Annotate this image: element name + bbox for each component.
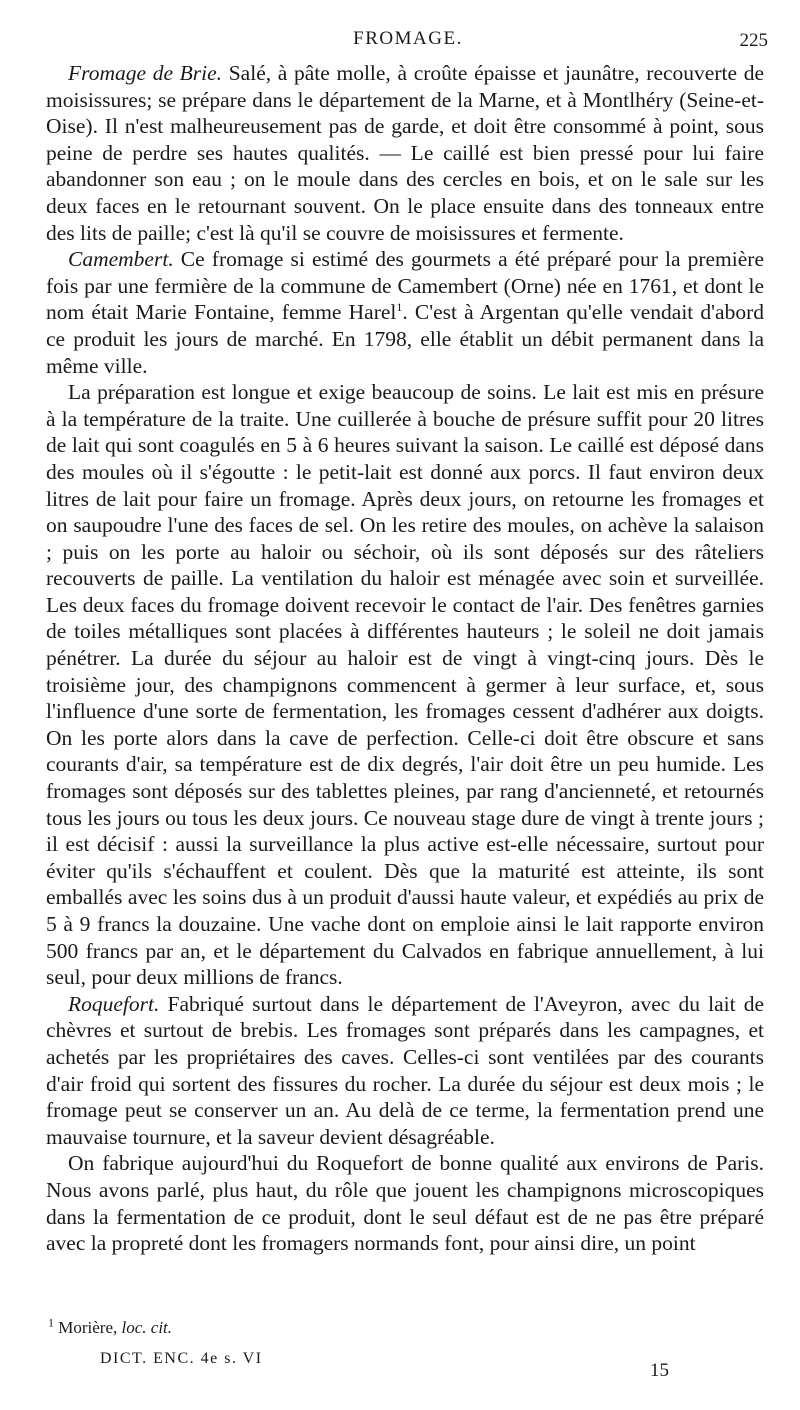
body-text [46,60,764,1257]
footnote [48,1315,648,1338]
paragraph-paris [46,1150,764,1256]
paragraph-lead: Camembert. [68,247,174,272]
running-title: FROMAGE. [353,28,463,49]
paragraph-text-continued: . C'est à Argentan qu'elle vendait d'abord ce produit les jours de marché. En 1798, elle établit un débit permanent dans la même ville. [46,300,765,378]
paragraph-roquefort [46,991,764,1151]
page-header [48,28,768,52]
paragraph-brie [46,60,764,246]
paragraph-camembert [46,246,764,379]
paragraph-text: Ce fromage si estimé des gourmets a été préparé pour la première fois par une fermière de la commune de Camembert (Orne) née en 1761, et dont le nom était Marie Fontaine, femme Harel [46,247,764,325]
printer-signature: DICT. ENC. 4e s. VI [100,1350,263,1367]
sheet-number: 15 [650,1360,669,1381]
paragraph-lead: Fromage de Brie. [68,61,223,85]
footnote-author: Morière, [58,1318,118,1337]
page-number: 225 [739,30,768,51]
footnote-citation: loc. cit. [121,1318,173,1337]
paragraph-text: Salé, à pâte molle, à croûte épaisse et jaunâtre, recouverte de moisissures; se prépare dans le département de la Marne, et à Montlhéry (Seine-et-Oise). Il n'est malheureusement pas de garde, et doit être consommé à point, sous peine de perdre ses hautes qualités. — Le caillé est bien pressé pour lui faire abandonner son eau ; on le moule dans des cercles en bois, et on le sale sur les deux faces en le retournant souvent. On le place ensuite dans des tonneaux entre des lits de paille; c'est là qu'il se couvre de moisissures et fermente. [46,61,764,245]
paragraph-text: Fabriqué surtout dans le département de l'Aveyron, avec du lait de chèvres et surtout de brebis. Les fromages sont préparés dans les campagnes, et achetés par les propriétaires des caves. Celles-ci sont ventilées par des courants d'air froid qui sortent des fissures du rocher. La durée du séjour est deux mois ; le fromage peut se conserver un an. Au delà de ce terme, la fermentation prend une mauvaise tournure, et la saveur devient désagréable. [46,991,764,1149]
footnote-marker: 1 [48,1315,54,1330]
paragraph-preparation [46,379,764,991]
paragraph-text: La préparation est longue et exige beaucoup de soins. Le lait est mis en présure à la température de la traite. Une cuillerée à bouche de présure suffit pour 20 litres de lait qui sont coagulés en 5 à 6 heures suivant la saison. Le caillé est déposé dans des moules où il s'égoutte : le petit-lait est donné aux porcs. Il faut environ deux litres de lait pour faire un fromage. Après deux jours, on retourne les fromages et on saupoudre l'une des faces de sel. On les retire des moules, on achève la salaison ; puis on les porte au haloir ou séchoir, où ils sont déposés sur des râteliers recouverts de paille. La ventilation du haloir est ménagée avec soin et surveillée. Les deux faces du fromage doivent recevoir le contact de l'air. Des fenêtres garnies de toiles métalliques sont placées à différentes hauteurs ; le soleil ne doit jamais pénétrer. La durée du séjour au haloir est de vingt à vingt-cinq jours. Dès le troisième jour, des champignons commencent à germer à leur surface, et, sous l'influence d'une sorte de fermentation, les fromages cessent d'adhérer aux doigts. On les porte alors dans la cave de perfection. Celle-ci doit être obscure et sans courants d'air, sa température est de dix degrés, l'air doit être un peu humide. Les fromages sont déposés sur des tablettes pleines, par rang d'ancienneté, et retournés tous les jours ou tous les deux jours. Ce nouveau stage dure de vingt à trente jours ; il est décisif : aussi la surveillance la plus active est-elle nécessaire, surtout pour éviter qu'ils s'échauffent et coulent. Dès que la maturité est atteinte, ils sont emballés avec les soins dus à un produit d'aussi haute valeur, et expédiés au prix de 5 à 9 francs la douzaine. Une vache dont on emploie ainsi le lait rapporte environ 500 francs par an, et le département du Calvados en fabrique annuellement, à lui seul, pour deux millions de francs. [46,380,764,990]
paragraph-text: On fabrique aujourd'hui du Roquefort de bonne qualité aux environs de Paris. Nous avons parlé, plus haut, du rôle que jouent les champignons microscopiques dans la fermentation de ce produit, dont le seul défaut est de ne pas être préparé avec la propreté dont les fromagers normands font, pour ainsi dire, un point [46,1151,764,1256]
footnote-reference: 1 [396,300,403,315]
paragraph-lead: Roquefort. [68,991,160,1016]
